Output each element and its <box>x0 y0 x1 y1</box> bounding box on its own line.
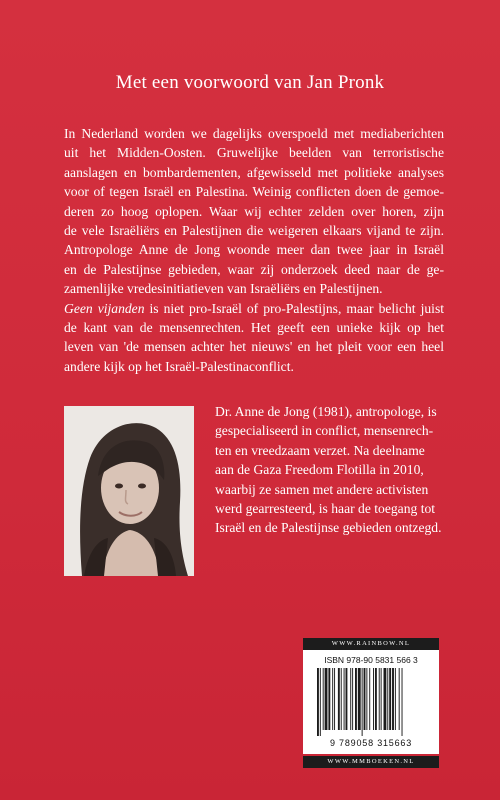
blurb-line: deren zo hoog oplopen. Waar wij echter zelden over horen, zijn <box>64 203 444 219</box>
blurb-line: zamenlijke vredesinitiatieven van Israëliërs en Palestijnen. <box>64 281 383 297</box>
author-bio <box>215 402 441 538</box>
blurb-line: voor of tegen Israël en Palestina. Weinig conflicten doen de gemoe- <box>64 184 444 200</box>
barcode-icon <box>315 668 427 736</box>
blurb-line: en de Palestijnse gebieden, waar zij onderzoek deed naar de ge- <box>64 261 444 277</box>
book-title-italic: Geen vijanden <box>64 300 145 316</box>
blurb-line: In Nederland worden we dagelijks overspoeld met mediaberichten <box>64 126 444 141</box>
ean-digits: 9 789058 315663 <box>329 738 413 748</box>
bio-line: Dr. Anne de Jong (1981), antropologe, is <box>215 404 437 419</box>
publisher-url-bottom: WWW.MMBOEKEN.NL <box>303 756 439 768</box>
barcode-bar <box>328 668 330 730</box>
barcode-bar <box>352 668 353 730</box>
barcode-panel <box>303 650 439 754</box>
barcode-bar <box>389 668 391 730</box>
barcode-bar <box>373 668 374 730</box>
blurb-line <box>64 299 444 318</box>
blurb-line: de kant van de mensenrechten. Het geeft een unieke kijk op het <box>64 320 444 336</box>
blurb-line: de vele Israëliërs en Palestijnen die weigeren elkaars vijand te zijn. <box>64 223 444 239</box>
barcode-bar <box>379 668 380 730</box>
barcode-bar <box>362 668 363 736</box>
bio-line: waarbij ze samen met andere activisten <box>215 481 429 497</box>
barcode-bar <box>387 668 388 730</box>
barcode-block <box>303 638 439 768</box>
blurb-line: leven van 'de mensen achter het nieuws' en het pleit voor een heel <box>64 339 444 355</box>
barcode-bar <box>402 668 403 736</box>
barcode-bar <box>358 668 361 730</box>
barcode-bar <box>338 668 340 730</box>
barcode-bar <box>369 668 370 730</box>
bio-line: aan de Gaza Freedom Flotilla in 2010, <box>215 462 424 478</box>
blurb-line-rest: is niet pro-Israël of pro-Palestijns, maar belicht juist <box>144 300 445 316</box>
barcode-bar <box>325 668 328 730</box>
author-portrait-image <box>64 406 194 576</box>
bio-line: ten en vreedzaam verzet. Na deelname <box>215 442 425 458</box>
bio-line: Israël en de Palestijnse gebieden ontzegd. <box>215 520 442 536</box>
barcode-bar <box>366 668 367 730</box>
barcode-bar <box>381 668 382 730</box>
barcode-bar <box>317 668 319 736</box>
blurb-text <box>64 124 444 376</box>
barcode-bar <box>364 668 366 730</box>
blurb-line: andere kijk op het Israël-Palestinaconflict. <box>64 358 294 374</box>
barcode-bar <box>399 668 400 730</box>
barcode-bar <box>350 668 351 730</box>
author-photo <box>64 406 194 576</box>
barcode-bar <box>341 668 342 730</box>
foreword-subtitle: Met een voorwoord van Jan Pronk <box>115 72 385 93</box>
barcode-bar <box>384 668 387 730</box>
barcode-bar <box>323 668 324 730</box>
bio-line: gespecialiseerd in conflict, mensenrech- <box>215 423 434 439</box>
barcode-bar <box>355 668 357 730</box>
publisher-url-top: WWW.RAINBOW.NL <box>303 638 439 650</box>
barcode-bar <box>346 668 348 730</box>
isbn-label: ISBN 978-90 5831 566 3 <box>324 655 418 665</box>
blurb-line: uit het Midden-Oosten. Gruwelijke beelden van terroristische <box>64 145 444 161</box>
barcode-bar <box>332 668 333 730</box>
blurb-line: aanslagen en bombardementen, afgewisseld met politieke analyses <box>64 164 444 180</box>
barcode-bar <box>344 668 345 730</box>
barcode-bar <box>395 668 396 730</box>
barcode-bar <box>392 668 394 730</box>
blurb-line: Antropologe Anne de Jong woonde meer dan twee jaar in Israël <box>64 242 444 258</box>
barcode-bar <box>334 668 335 730</box>
bio-line: werd gearresteerd, is haar de toegang tot <box>215 501 436 517</box>
barcode-bar <box>320 668 321 736</box>
barcode-bar <box>375 668 377 730</box>
